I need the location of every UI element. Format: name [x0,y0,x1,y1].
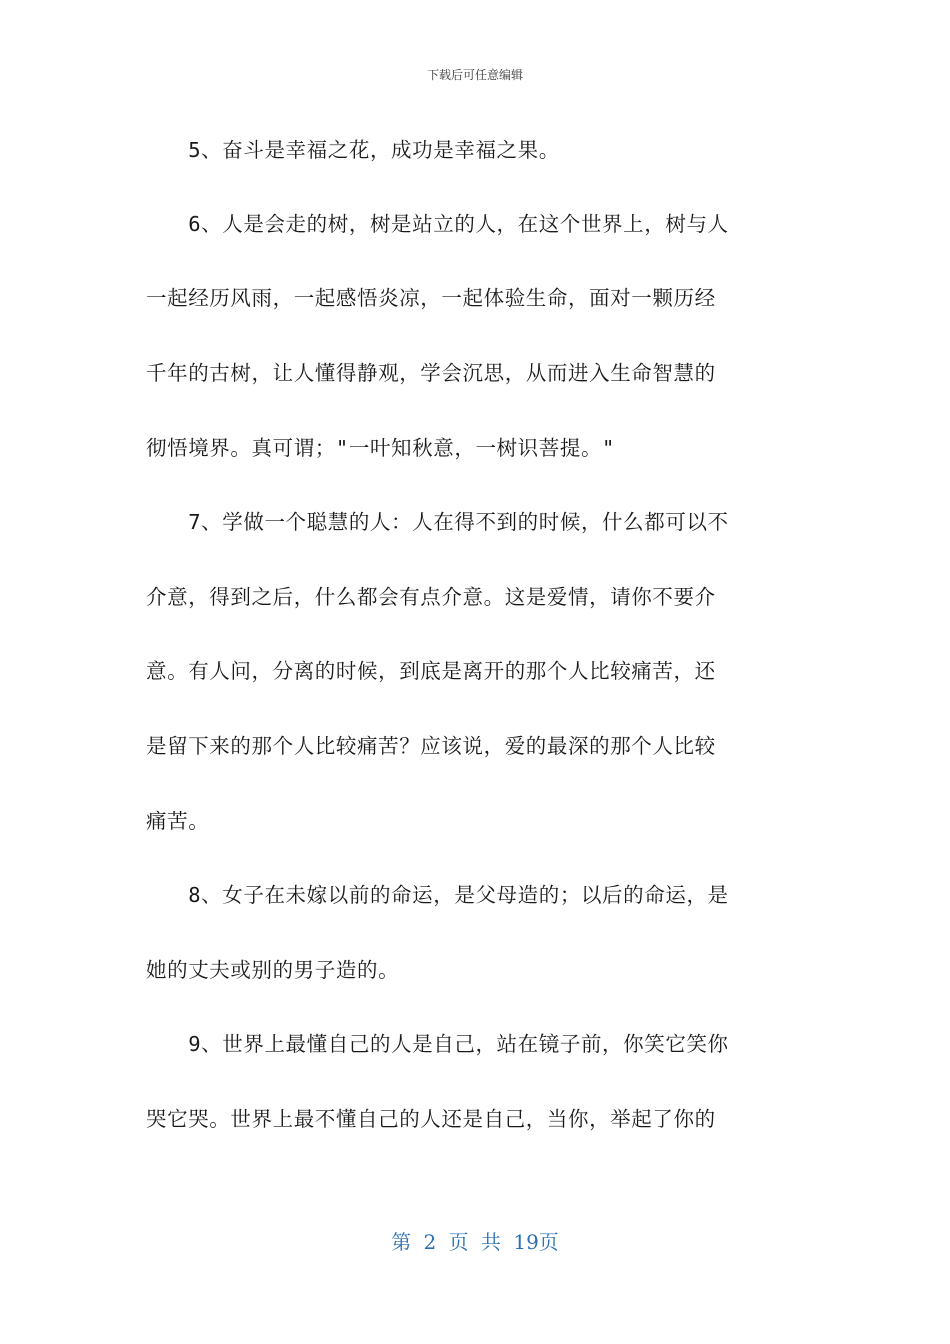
page-header: 下载后可任意编辑 [426,68,523,82]
text-line: 6、人是会走的树，树是站立的人，在这个世界上，树与人 [146,212,729,236]
text-line: 意。有人问，分离的时候，到底是离开的那个人比较痛苦，还 [146,659,716,683]
text-line: 哭它哭。世界上最不懂自己的人还是自己，当你，举起了你的 [146,1107,716,1131]
text-line: 是留下来的那个人比较痛苦？应该说，爱的最深的那个人比较 [146,734,716,758]
text-line: 彻悟境界。真可谓；"一叶知秋意，一树识菩提。" [146,436,615,460]
text-line: 介意，得到之后，什么都会有点介意。这是爱情，请你不要介 [146,585,716,609]
page-number: 第 2 页 共 19页 [391,1230,559,1254]
text-line: 9、世界上最懂自己的人是自己，站在镜子前，你笑它笑你 [146,1032,729,1056]
text-line: 5、奋斗是幸福之花，成功是幸福之果。 [146,138,560,162]
text-line: 一起经历风雨，一起感悟炎凉，一起体验生命，面对一颗历经 [146,286,716,310]
text-line: 7、学做一个聪慧的人：人在得不到的时候，什么都可以不 [146,510,729,534]
text-line: 痛苦。 [146,809,210,833]
text-line: 她的丈夫或别的男子造的。 [146,958,400,982]
text-line: 8、女子在未嫁以前的命运，是父母造的；以后的命运，是 [146,883,729,907]
text-line: 千年的古树，让人懂得静观，学会沉思，从而进入生命智慧的 [146,361,716,385]
